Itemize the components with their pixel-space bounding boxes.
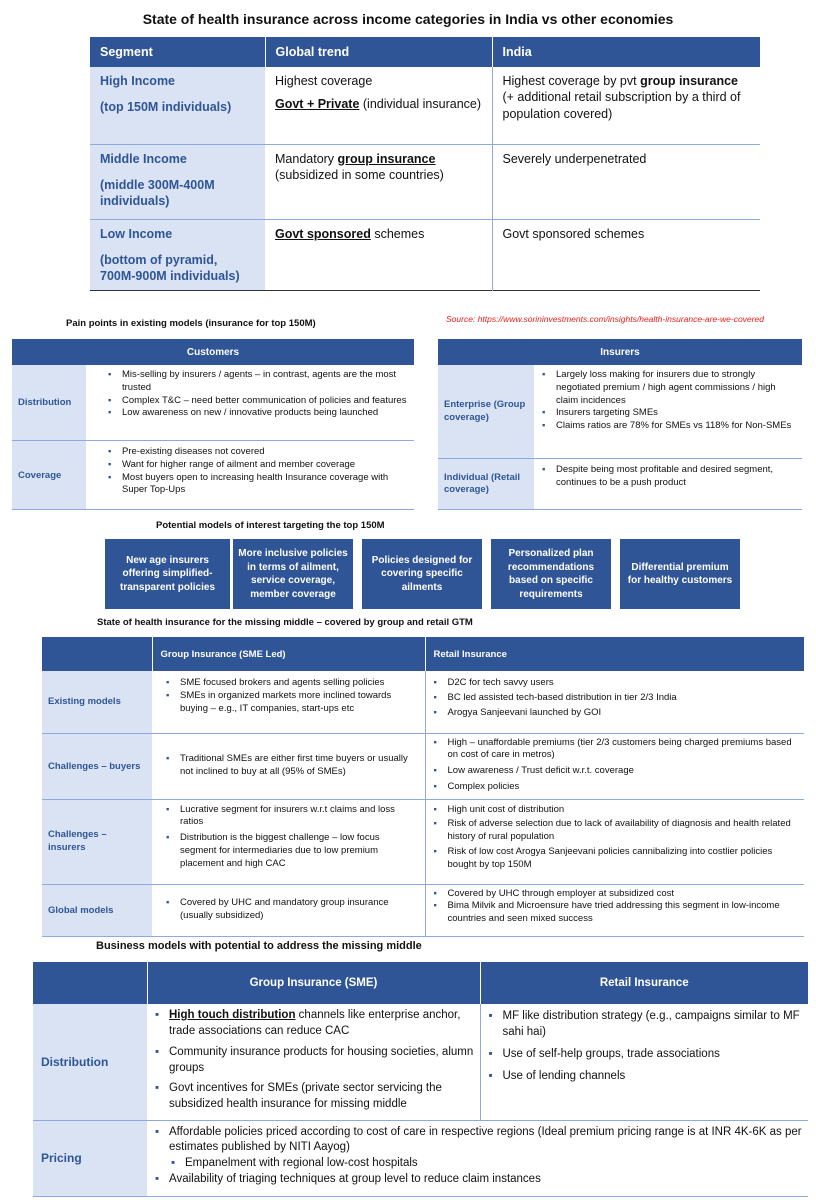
row-label-challenges-buyers: Challenges – buyers xyxy=(42,733,152,799)
bullet-list xyxy=(434,675,799,721)
insurers-panel xyxy=(438,365,802,510)
list-item: ▪ Pre-existing diseases not covered xyxy=(108,446,410,459)
header-segment: Segment xyxy=(90,37,265,67)
model-box-specific-ailments: Policies designed for covering specific ailments xyxy=(362,539,482,609)
header-retail-insurance: Retail Insurance xyxy=(425,637,804,671)
bullet-list xyxy=(166,897,419,923)
header-group-insurance: Group Insurance (SME Led) xyxy=(152,637,425,671)
row-label-global-models: Global models xyxy=(42,884,152,936)
retail-cell xyxy=(425,671,804,733)
emphasis-text: Govt sponsored xyxy=(275,226,371,241)
segment-label: Middle Income xyxy=(100,151,187,166)
section3-title: Potential models of interest targeting the top 150M xyxy=(156,520,385,531)
bullet-list xyxy=(108,369,410,420)
india-text: Highest coverage by pvt xyxy=(502,74,641,88)
bullet-list xyxy=(542,369,798,433)
emphasis-text: High touch distribution xyxy=(169,1009,296,1021)
header-india: India xyxy=(492,37,760,67)
customers-header: Customers xyxy=(12,339,414,365)
list-item: ▪ Distribution is the biggest challenge – low focus segment for intermediaries due to low premium placement and high CAC xyxy=(166,832,419,870)
list-item: ▪ Community insurance products for housing societies, alumn groups xyxy=(155,1045,474,1077)
business-models-table xyxy=(33,962,808,1197)
list-item: ▪ Complex T&C – need better communication of policies and features xyxy=(108,395,410,408)
segment-sublabel: (bottom of pyramid, 700M-900M individuals) xyxy=(100,252,240,283)
bullet-list xyxy=(155,1125,802,1188)
list-item: ▪ Claims ratios are 78% for SMEs vs 118% for Non-SMEs xyxy=(542,420,798,433)
emphasis-text: Govt + Private xyxy=(275,97,360,112)
global-low-income xyxy=(265,219,492,291)
row-label-existing-models: Existing models xyxy=(42,671,152,733)
source-note: Source: https://www.sorininvestments.com/insights/health-insurance-are-we-covered xyxy=(446,314,764,324)
retail-cell xyxy=(425,733,804,799)
row-label: Distribution xyxy=(12,365,86,440)
india-text: (+ additional retail subscription by a third of population covered) xyxy=(502,90,741,121)
global-text: Mandatory xyxy=(275,151,338,166)
header-global-trend: Global trend xyxy=(265,37,492,67)
global-text: Highest coverage xyxy=(275,74,373,88)
list-item: ▪ High unit cost of distribution xyxy=(434,804,799,817)
item-text: channels like enterprise anchor, trade associations can reduce CAC xyxy=(169,1009,461,1037)
row-label: Enterprise (Group coverage) xyxy=(438,365,534,458)
list-item: ▪ Use of self-help groups, trade associations xyxy=(489,1047,803,1063)
list-item: ▪ Most buyers open to increasing health Insurance coverage with Super Top-Ups xyxy=(108,472,410,498)
section2-title: Pain points in existing models (insurance for top 150M) xyxy=(66,318,316,329)
missing-middle-table xyxy=(42,637,804,937)
global-text xyxy=(275,96,482,112)
customers-row-coverage xyxy=(12,441,414,510)
list-item: ▪ Complex policies xyxy=(434,781,799,794)
emphasis-text: group insurance xyxy=(640,74,739,88)
row-label: Individual (Retail coverage) xyxy=(438,459,534,509)
segment-sublabel: (top 150M individuals) xyxy=(100,100,232,115)
list-item: ▪ Risk of low cost Arogya Sanjeevani policies cannibalizing into costlier policies bought by top 150M xyxy=(434,846,799,872)
bullet-list xyxy=(542,464,798,490)
segment-label: High Income xyxy=(100,74,176,88)
income-categories-table xyxy=(90,37,760,291)
list-item: ▪ BC led assisted tech-based distribution in tier 2/3 India xyxy=(434,690,799,705)
model-box-differential-premium: Differential premium for healthy customers xyxy=(620,539,740,609)
list-item: ▪ Use of lending channels xyxy=(489,1069,803,1085)
segment-low-income xyxy=(90,219,265,291)
list-item: ▪ Arogya Sanjeevani launched by GOI xyxy=(434,705,799,720)
bullet-list xyxy=(155,1008,474,1113)
bullet-list xyxy=(434,804,799,872)
section4-title: State of health insurance for the missing middle – covered by group and retail GTM xyxy=(97,617,473,628)
list-item: ▪ D2C for tech savvy users xyxy=(434,675,799,690)
bullet-list xyxy=(434,737,799,794)
section1-title: State of health insurance across income categories in India vs other economies xyxy=(142,11,674,27)
segment-middle-income xyxy=(90,144,265,219)
list-item: ▪ Largely loss making for insurers due to strongly negotiated premium / high agent commissions / high claim incidences xyxy=(542,369,798,407)
list-item: ▪ Affordable policies priced according to cost of care in respective regions (Ideal premium pricing range is at INR 4K-6K as per estimates published by NITI Aayog) xyxy=(155,1125,802,1157)
india-low-income: Govt sponsored schemes xyxy=(502,226,645,241)
row-label-pricing: Pricing xyxy=(33,1120,147,1196)
row-label-distribution: Distribution xyxy=(33,1004,147,1120)
pricing-cell xyxy=(147,1120,808,1196)
list-item: ▪ Covered by UHC and mandatory group insurance (usually subsidized) xyxy=(166,897,419,923)
list-item: ▪ Insurers targeting SMEs xyxy=(542,407,798,420)
segment-high-income xyxy=(90,67,265,144)
list-item xyxy=(155,1008,474,1040)
group-cell xyxy=(152,733,425,799)
list-item: ▪ High – unaffordable premiums (tier 2/3 customers being charged premiums based on cost of care in metros) xyxy=(434,737,799,763)
insurers-row-individual xyxy=(438,459,802,510)
emphasis-text: group insurance xyxy=(337,151,436,166)
group-cell xyxy=(152,799,425,884)
list-item: ▪ MF like distribution strategy (e.g., campaigns similar to MF sahi hai) xyxy=(489,1009,803,1041)
list-item: ▪ SMEs in organized markets more inclined towards buying – e.g., IT companies, start-ups etc xyxy=(166,690,419,716)
model-box-inclusive-policies: More inclusive policies in terms of ailment, service coverage, member coverage xyxy=(233,539,353,609)
header-blank xyxy=(33,962,147,1004)
india-high-income xyxy=(492,67,760,144)
list-item: ▪ Empanelment with regional low-cost hospitals xyxy=(155,1156,802,1172)
list-item: ▪ Bima Milvik and Microensure have tried addressing this segment in low-income countries and seen mixed success xyxy=(434,900,799,926)
list-item: ▪ Traditional SMEs are either first time buyers or usually not inclined to buy at all (95% of SMEs) xyxy=(166,753,419,779)
customers-row-distribution xyxy=(12,365,414,441)
bullet-list xyxy=(434,888,799,926)
global-text: schemes xyxy=(370,226,425,241)
insurers-header: Insurers xyxy=(438,339,802,365)
header-group-insurance-sme: Group Insurance (SME) xyxy=(147,962,480,1004)
header-blank xyxy=(42,637,152,671)
global-high-income xyxy=(265,67,492,144)
retail-cell xyxy=(425,884,804,936)
segment-sublabel: (middle 300M-400M individuals) xyxy=(100,177,215,208)
header-retail-insurance: Retail Insurance xyxy=(480,962,808,1004)
india-middle-income: Severely underpenetrated xyxy=(502,151,647,166)
group-cell xyxy=(152,884,425,936)
list-item: ▪ Mis-selling by insurers / agents – in contrast, agents are the most trusted xyxy=(108,369,410,395)
bullet-list xyxy=(108,446,410,497)
retail-cell xyxy=(480,1004,808,1120)
retail-cell xyxy=(425,799,804,884)
group-cell xyxy=(147,1004,480,1120)
list-item: ▪ Covered by UHC through employer at subsidized cost xyxy=(434,888,799,901)
list-item: ▪ Lucrative segment for insurers w.r.t claims and loss ratios xyxy=(166,804,419,830)
list-item: ▪ Low awareness / Trust deficit w.r.t. coverage xyxy=(434,765,799,778)
list-item: ▪ Despite being most profitable and desired segment, continues to be a push product xyxy=(542,464,798,490)
list-item: ▪ Low awareness on new / innovative products being launched xyxy=(108,407,410,420)
insurers-row-enterprise xyxy=(438,365,802,459)
global-text: (subsidized in some countries) xyxy=(275,167,444,182)
global-middle-income xyxy=(265,144,492,219)
bullet-list xyxy=(489,1009,803,1084)
model-box-personalized-plans: Personalized plan recommendations based on specific requirements xyxy=(491,539,611,609)
list-item: ▪ Govt incentives for SMEs (private sector servicing the subsidized health insurance for missing middle xyxy=(155,1081,474,1113)
row-label: Coverage xyxy=(12,441,86,509)
row-label-challenges-insurers: Challenges – insurers xyxy=(42,799,152,884)
list-item: ▪ Availability of triaging techniques at group level to reduce claim instances xyxy=(155,1172,802,1188)
global-text-rest: (individual insurance) xyxy=(359,97,482,112)
segment-label: Low Income xyxy=(100,226,173,241)
group-cell xyxy=(152,671,425,733)
section5-title: Business models with potential to address the missing middle xyxy=(96,940,422,952)
list-item: ▪ Risk of adverse selection due to lack of availability of diagnosis and health related history of rural population xyxy=(434,818,799,844)
list-item: ▪ Want for higher range of ailment and member coverage xyxy=(108,459,410,472)
model-box-new-age-insurers: New age insurers offering simplified-transparent policies xyxy=(105,539,230,609)
bullet-list xyxy=(166,804,419,871)
customers-panel xyxy=(12,365,414,510)
bullet-list xyxy=(166,753,419,779)
bullet-list xyxy=(166,677,419,715)
list-item: ▪ SME focused brokers and agents selling policies xyxy=(166,677,419,690)
